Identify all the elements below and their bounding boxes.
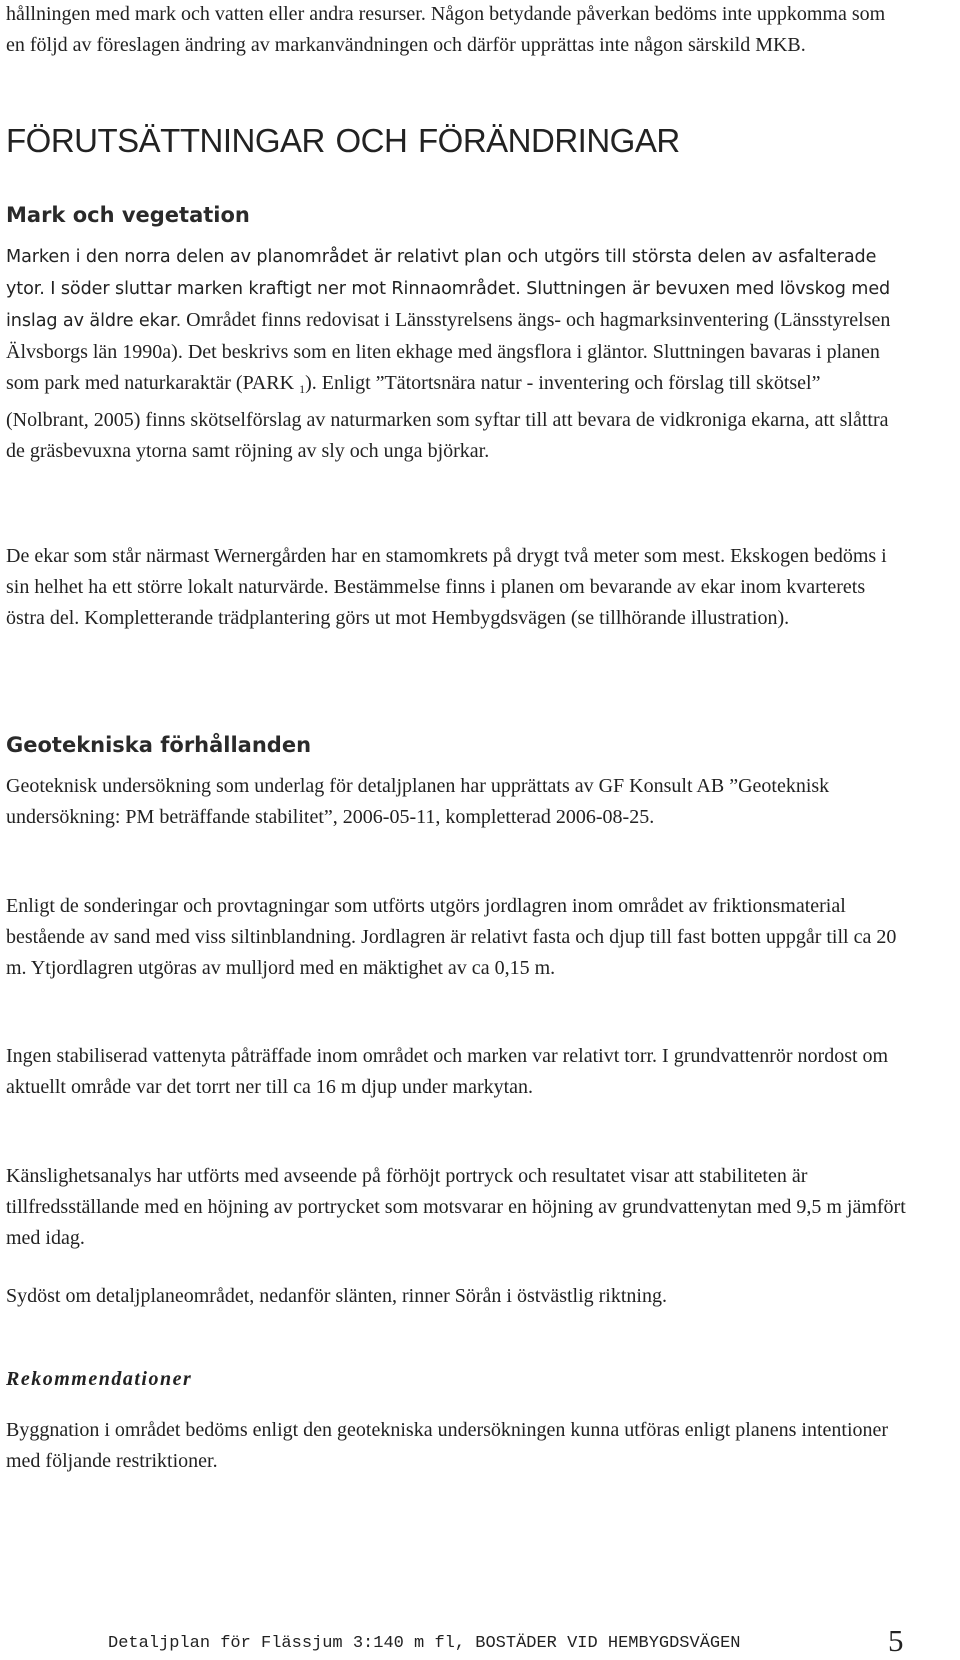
paragraph-mark-1 — [6, 241, 906, 467]
footer-title: Detaljplan för Flässjum 3:140 m fl, BOSTÄDER VID HEMBYGDSVÄGEN — [108, 1634, 741, 1653]
paragraph-geo-5: Sydöst om detaljplaneområdet, nedanför slänten, rinner Sörån i östvästlig riktning. — [6, 1285, 667, 1307]
paragraph-geo-6: Byggnation i området bedöms enligt den geotekniska undersökningen kunna utföras enligt planens intentioner med följande restriktioner. — [6, 1419, 889, 1472]
section-title: FÖRUTSÄTTNINGAR OCH FÖRÄNDRINGAR — [6, 122, 680, 159]
paragraph-mark-1-serif-b: ). Enligt ”Tätortsnära natur - inventering och förslag till skötsel” (Nolbrant, 2005) finns skötselförslag av naturmarken som syftar till att bevara de vidkroniga ekarna, att slåttra de gräsbevuxna ytorna samt röjning av sly och unga björkar. — [6, 372, 889, 462]
paragraph-mark-1-sans: Marken i den norra delen av planområdet är relativt plan och utgörs till största delen av asfalterade ytor. I söder sluttar marken kraftigt ner mot Rinnaområdet. Sluttningen är bevuxen med lövskog med inslag av äldre ekar. — [6, 247, 891, 331]
intro-paragraph: hållningen med mark och vatten eller andra resurser. Någon betydande påverkan bedöms inte uppkomma som en följd av föreslagen ändring av markanvändningen och därför upprättas inte någon särskild MKB. — [6, 3, 886, 56]
subheading-rekommendationer: Rekommendationer — [6, 1368, 193, 1390]
paragraph-mark-1-serif-a: Området finns redovisat i Länsstyrelsens ängs- och hagmarksinventering (Länsstyrelsen Älvsborgs län 1990a). Det beskrivs som en liten ekhage med ängsflora i gläntor. Sluttningen bavaras i planen som park med naturkaraktär (PARK — [6, 309, 891, 394]
paragraph-geo-2: Enligt de sonderingar och provtagningar som utförts utgörs jordlagren inom området av friktionsmaterial bestående av sand med viss siltinblandning. Jordlagren är relativt fasta och djup till fast botten uppgår till ca 20 m. Ytjordlagren utgöras av mulljord med en mäktighet av ca 0,15 m. — [6, 895, 897, 979]
paragraph-geo-3: Ingen stabiliserad vattenyta påträffade inom området och marken var relativt torr. I grundvattenrör nordost om aktuellt område var det torrt ner till ca 16 m djup under markytan. — [6, 1045, 889, 1098]
heading-mark-och-vegetation: Mark och vegetation — [6, 203, 250, 227]
paragraph-geo-1: Geoteknisk undersökning som underlag för detaljplanen har upprättats av GF Konsult AB ”Geoteknisk undersökning: PM beträffande stabilitet”, 2006-05-11, kompletterad 2006-08-25. — [6, 775, 830, 828]
page-number: 5 — [888, 1623, 904, 1658]
park-subscript: 1 — [299, 382, 306, 396]
heading-geotekniska: Geotekniska förhållanden — [6, 733, 312, 757]
paragraph-geo-4: Känslighetsanalys har utförts med avseende på förhöjt portryck och resultatet visar att stabiliteten är tillfredsställande med en höjning av portrycket som motsvarar en höjning av grundvattenytan med 9,5 m jämfört med idag. — [6, 1165, 906, 1249]
paragraph-mark-2: De ekar som står närmast Wernergården har en stamomkrets på drygt två meter som mest. Ekskogen bedöms i sin helhet ha ett större lokalt naturvärde. Bestämmelse finns i planen om bevarande av ekar inom kvarterets östra del. Kompletterande trädplantering görs ut mot Hembygdsvägen (se tillhörande illustration). — [6, 545, 887, 629]
